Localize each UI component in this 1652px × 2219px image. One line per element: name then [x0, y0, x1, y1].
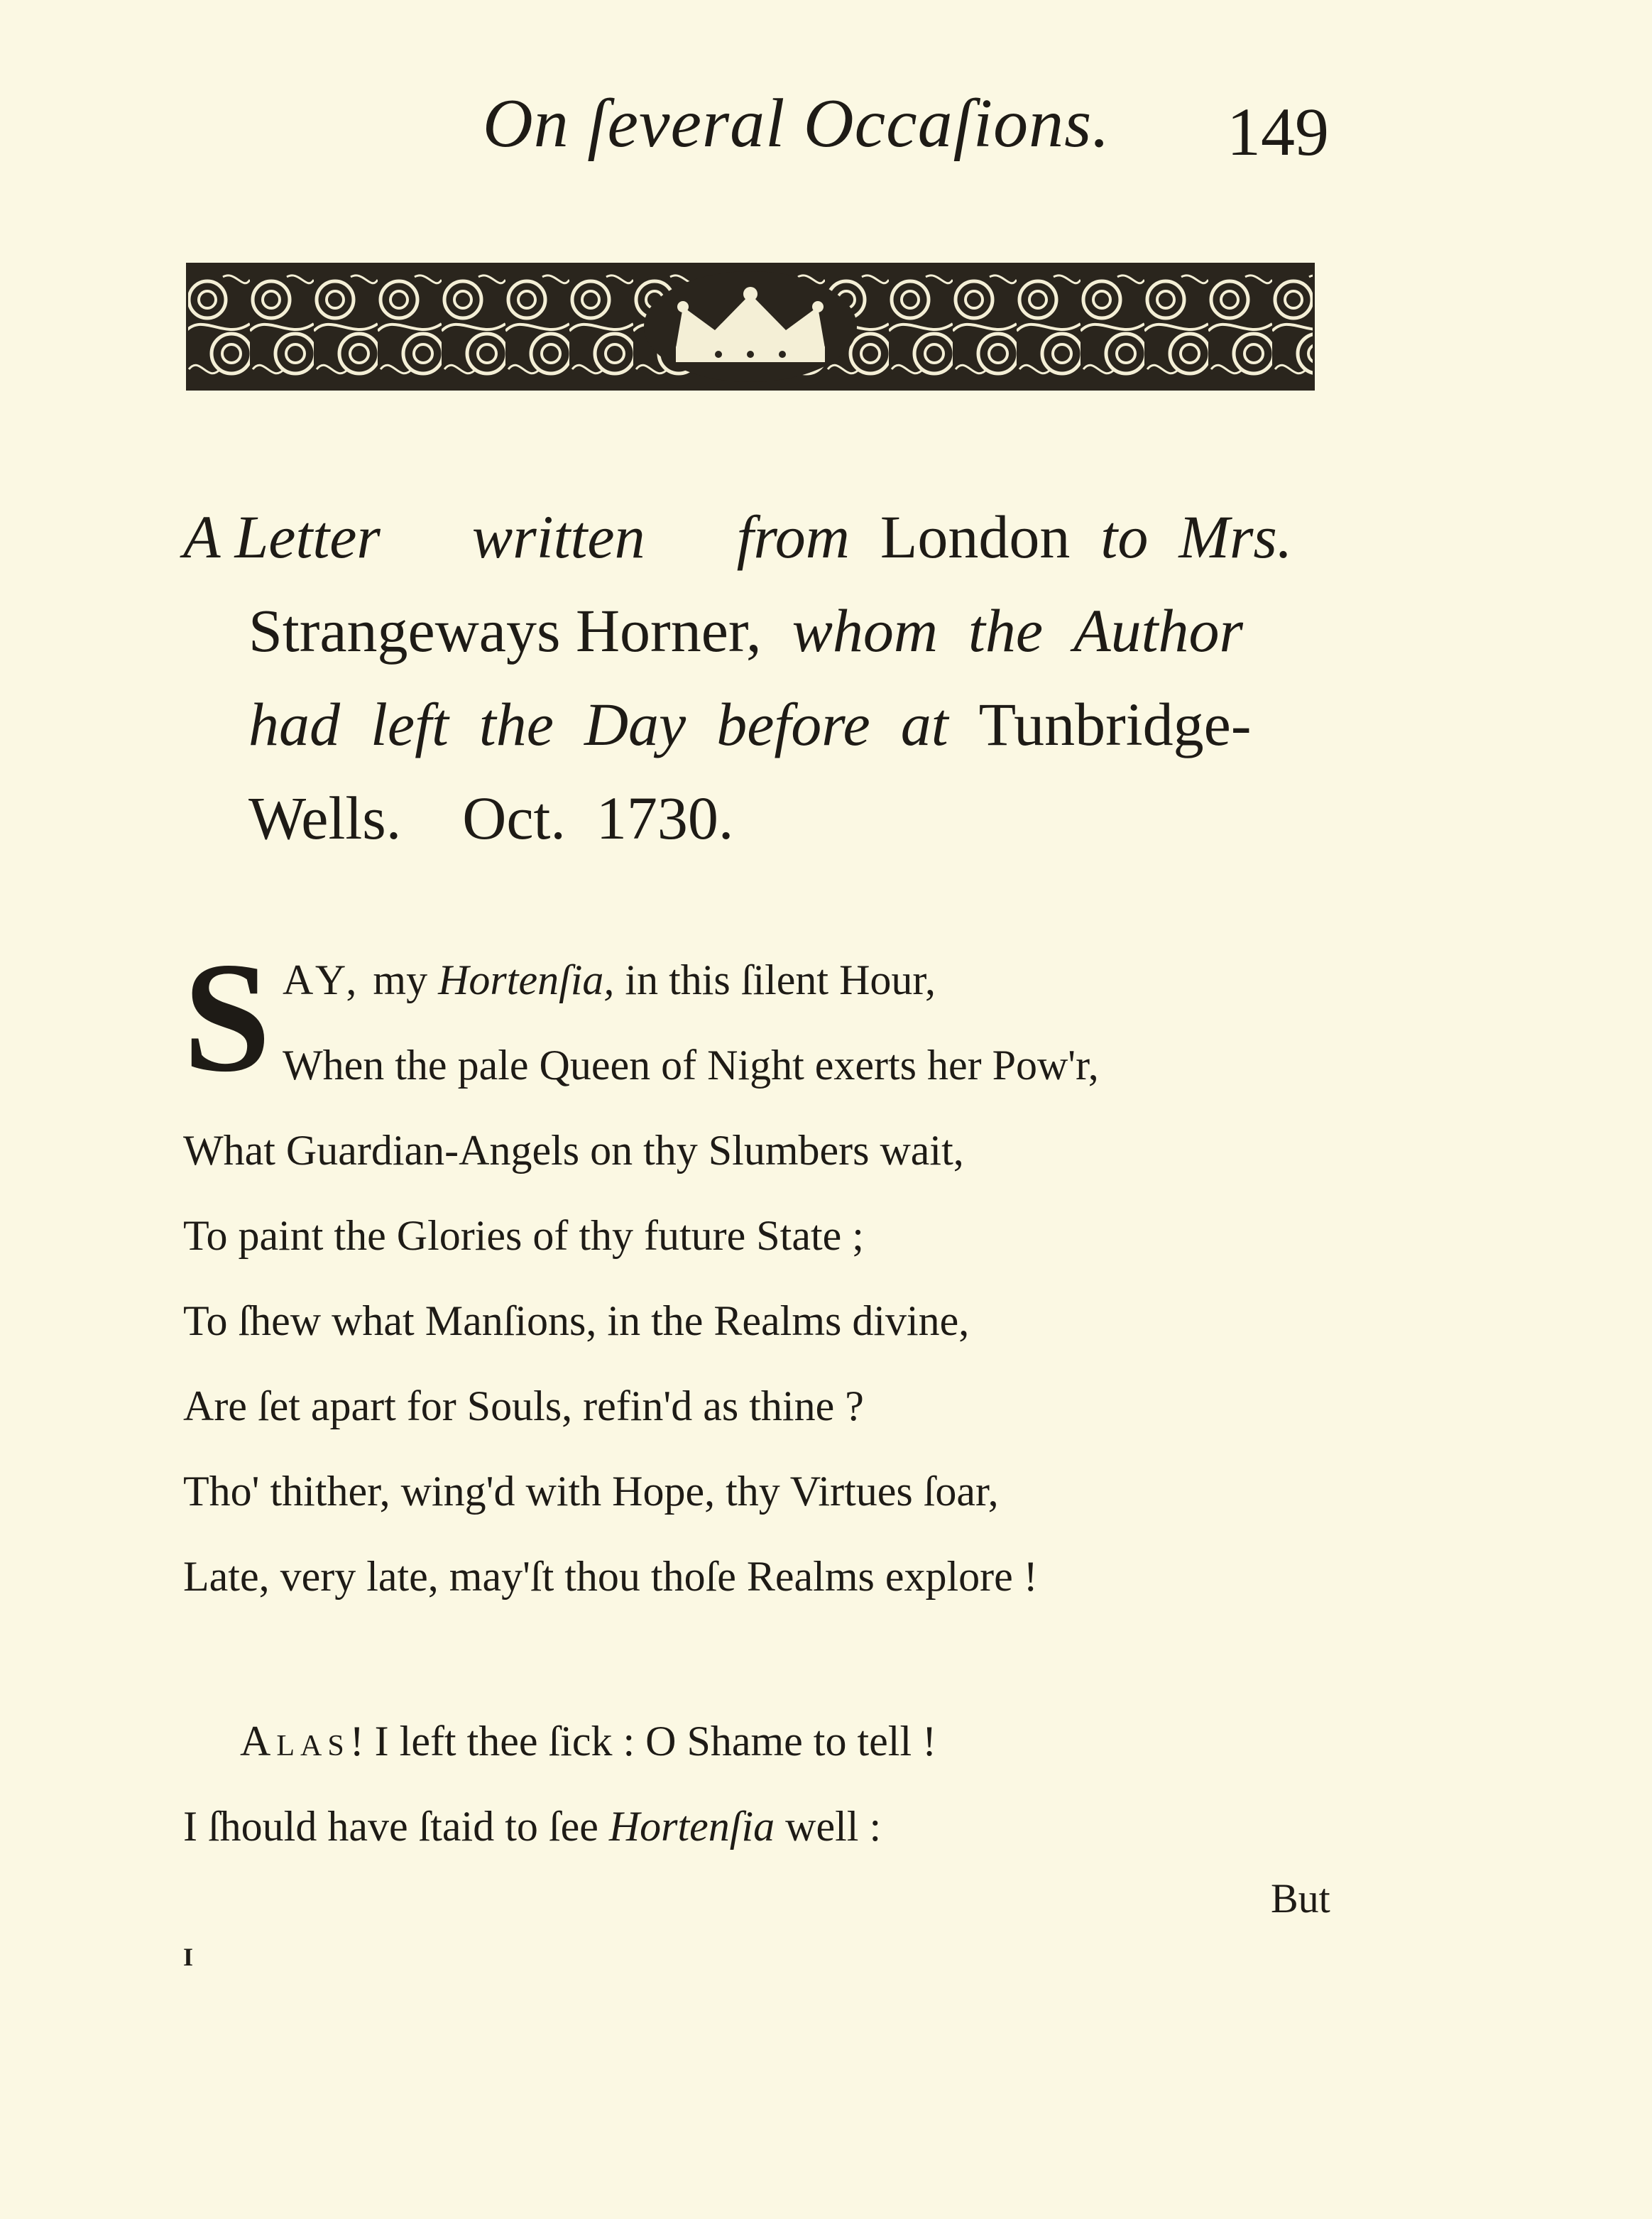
drop-cap: S: [183, 930, 271, 1105]
stanza-2: [183, 1699, 1390, 1869]
verse-line: I ſhould have ſtaid to ſee Hortenſia well :: [183, 1803, 882, 1850]
stanza-1: [183, 930, 1390, 1619]
verse-line: Are ſet apart for Souls, refin'd as thine ?: [183, 1383, 864, 1429]
letter-title: [183, 490, 1362, 865]
catchword: But: [1271, 1875, 1330, 1921]
verse-line: When the pale Queen of Night exerts her Pow'r,: [283, 1042, 1099, 1089]
verse-line: What Guardian-Angels on thy Slumbers wait,: [183, 1127, 964, 1174]
title-line-3: had left the Day before at Tunbridge-: [248, 690, 1252, 758]
verse-line: Late, very late, may'ſt thou thoſe Realms explore !: [183, 1553, 1038, 1600]
signature-mark: I: [183, 1943, 194, 1971]
poem-body: [183, 930, 1390, 1869]
crown-emblem: [644, 271, 857, 382]
title-line-1: A Letter written from London to Mrs.: [183, 503, 1293, 571]
verse-line: Alas! I left thee ſick : O Shame to tell !: [240, 1718, 937, 1765]
page-number: 149: [1227, 94, 1329, 170]
title-line-2: Strangeways Horner, whom the Author: [248, 596, 1244, 665]
verse-line: AY, my Hortenſia, in this ſilent Hour,: [283, 956, 936, 1003]
ornamental-headpiece: [186, 263, 1315, 391]
running-title: On ſeveral Occaſions.: [483, 85, 1110, 162]
verse-line: To paint the Glories of thy future State ;: [183, 1212, 864, 1259]
verse-line: Tho' thither, wing'd with Hope, thy Virtues ſoar,: [183, 1468, 999, 1515]
title-line-4: Wells. Oct. 1730.: [248, 784, 734, 852]
verse-line: To ſhew what Manſions, in the Realms divine,: [183, 1297, 970, 1344]
